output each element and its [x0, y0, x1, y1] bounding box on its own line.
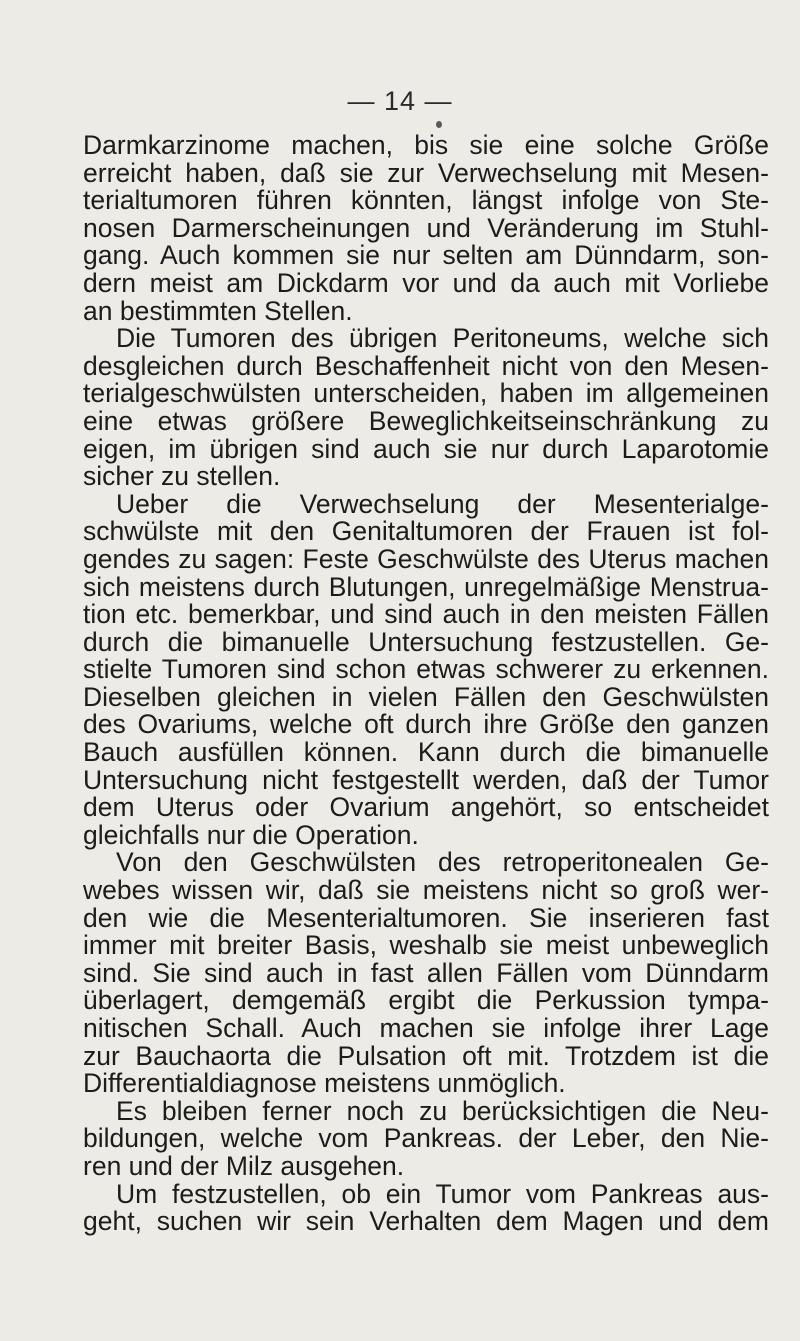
text-line: Bauch ausfüllen können. Kann durch die bimanuelle: [83, 737, 769, 768]
text-line: nosen Darmerscheinungen und Veränderung im Stuhl-: [83, 212, 769, 243]
text-line: sich meistens durch Blutungen, unregelmäßige Menstrua-: [83, 571, 769, 602]
text-line: zur Bauchaorta die Pulsation oft mit. Trotzdem ist die: [83, 1040, 769, 1071]
ink-speck: [436, 121, 442, 128]
text-line: den wie die Mesenterialtumoren. Sie inserieren fast: [83, 902, 769, 933]
text-line: tion etc. bemerkbar, und sind auch in den meisten Fällen: [83, 599, 769, 630]
text-line: immer mit breiter Basis, weshalb sie meist unbeweglich: [83, 930, 769, 961]
text-line: Ueber die Verwechselung der Mesenterialge-: [116, 488, 769, 519]
text-line: gendes zu sagen: Feste Geschwülste des Uterus machen: [83, 543, 769, 574]
text-line: sind. Sie sind auch in fast allen Fällen vom Dünndarm: [83, 957, 769, 988]
text-line: dern meist am Dickdarm vor und da auch mit Vorliebe: [83, 267, 769, 298]
text-line: Untersuchung nicht festgestellt werden, daß der Tumor: [83, 764, 769, 795]
text-line: desgleichen durch Beschaffenheit nicht von den Mesen-: [83, 350, 769, 381]
text-line: dem Uterus oder Ovarium angehört, so entscheidet: [83, 792, 769, 823]
text-line: erreicht haben, daß sie zur Verwechselung mit Mesen-: [83, 157, 769, 188]
text-line: Differentialdiagnose meistens unmöglich.: [83, 1068, 566, 1099]
text-line: geht, suchen wir sein Verhalten dem Magen und dem: [83, 1206, 769, 1237]
text-line: stielte Tumoren sind schon etwas schwerer zu erkennen.: [83, 654, 769, 685]
text-line: ren und der Milz ausgehen.: [83, 1150, 405, 1181]
text-line: gleichfalls nur die Operation.: [83, 819, 419, 850]
text-line: terialtumoren führen könnten, längst infolge von Ste-: [83, 185, 769, 216]
page-number: — 14 —: [347, 86, 453, 116]
text-line: webes wissen wir, daß sie meistens nicht so groß wer-: [83, 875, 769, 906]
text-line: Um festzustellen, ob ein Tumor vom Pankreas aus-: [116, 1178, 769, 1209]
text-line: eigen, im übrigen sind auch sie nur durch Laparotomie: [83, 433, 769, 464]
text-line: schwülste mit den Genitaltumoren der Frauen ist fol-: [83, 516, 769, 547]
text-line: an bestimmten Stellen.: [83, 295, 353, 326]
text-line: Die Tumoren des übrigen Peritoneums, welche sich: [116, 323, 769, 354]
text-line: eine etwas größere Beweglichkeitseinschränkung zu: [83, 405, 769, 436]
text-line: Von den Geschwülsten des retroperitonealen Ge-: [116, 847, 769, 878]
text-line: überlagert, demgemäß ergibt die Perkussion tympa-: [83, 985, 769, 1016]
text-line: Darmkarzinome machen, bis sie eine solche Größe: [83, 130, 769, 160]
text-line: durch die bimanuelle Untersuchung festzustellen. Ge-: [83, 626, 769, 657]
text-line: sicher zu stellen.: [83, 461, 281, 492]
text-line: terialgeschwülsten unterscheiden, haben im allgemeinen: [83, 378, 769, 409]
text-line: nitischen Schall. Auch machen sie infolge ihrer Lage: [83, 1013, 769, 1043]
text-line: des Ovariums, welche oft durch ihre Größe den ganzen: [83, 709, 769, 740]
text-line: Es bleiben ferner noch zu berücksichtigen die Neu-: [116, 1095, 769, 1126]
body-text: [83, 132, 769, 1236]
text-line: Dieselben gleichen in vielen Fällen den Geschwülsten: [83, 681, 769, 712]
text-line: gang. Auch kommen sie nur selten am Dünndarm, son-: [83, 240, 769, 271]
text-line: bildungen, welche vom Pankreas. der Leber, den Nie-: [83, 1123, 769, 1154]
